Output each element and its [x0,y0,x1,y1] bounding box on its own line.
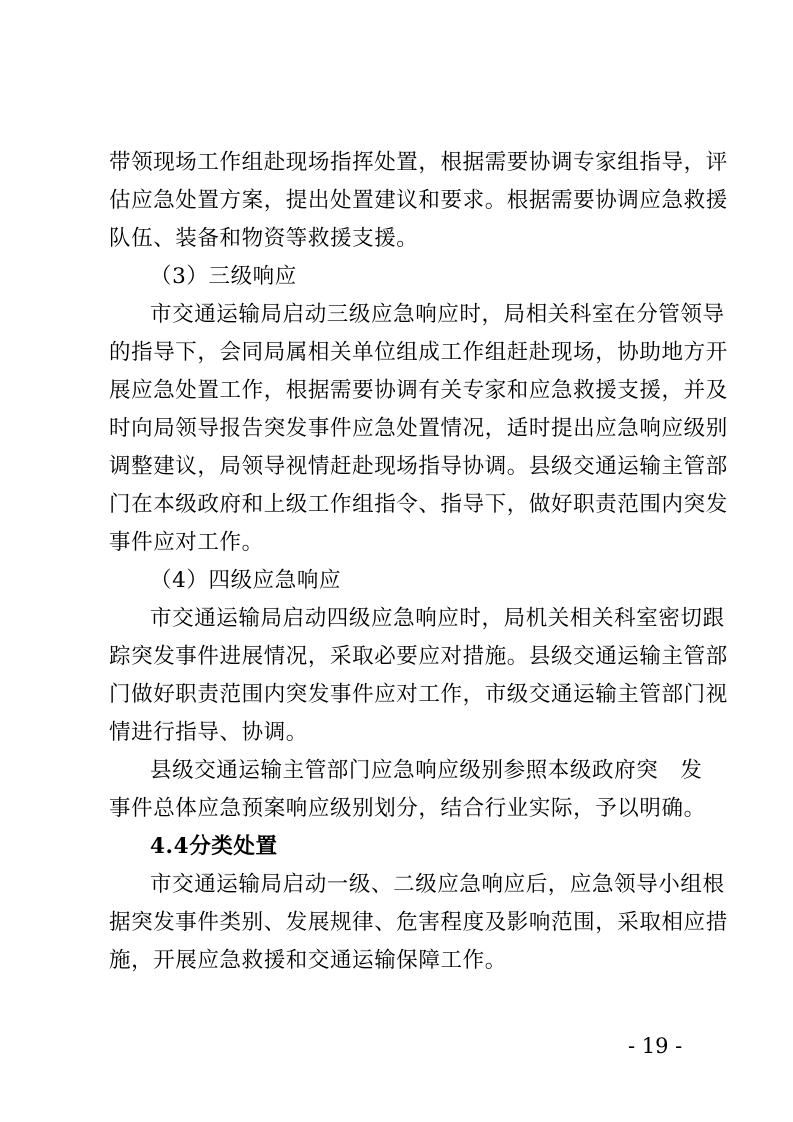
paragraph-line: 情进行指导、协调。 [109,720,308,745]
paragraph-line: 估应急处置方案，提出处置建议和要求。根据需要协调应急救援 [109,188,728,213]
paragraph-line: 县级交通运输主管部门应急响应级别参照本级政府突 发 [150,758,703,783]
section-heading-level-3: （3）三级响应 [150,264,297,289]
paragraph-line: 展应急处置工作，根据需要协调有关专家和应急救援支援，并及 [109,378,728,403]
paragraph-line: 带领现场工作组赴现场指挥处置，根据需要协调专家组指导，评 [109,150,728,175]
paragraph-line: 队伍、装备和物资等救援支援。 [109,226,419,251]
paragraph-line: 事件应对工作。 [109,530,264,555]
paragraph-line: 事件总体应急预案响应级别划分，结合行业实际，予以明确。 [109,796,706,821]
paragraph-line: 市交通运输局启动四级应急响应时，局机关相关科室密切跟 [150,606,725,631]
paragraph-line: 踪突发事件进展情况，采取必要应对措施。县级交通运输主管部 [109,644,728,669]
paragraph-line: 门做好职责范围内突发事件应对工作，市级交通运输主管部门视 [109,682,728,707]
paragraph-line: 的指导下，会同局属相关单位组成工作组赶赴现场，协助地方开 [109,340,728,365]
paragraph-line: 时向局领导报告突发事件应急处置情况，适时提出应急响应级别 [109,416,728,441]
paragraph-line: 市交通运输局启动三级应急响应时，局相关科室在分管领导 [150,302,725,327]
paragraph-line: 据突发事件类别、发展规律、危害程度及影响范围，采取相应措 [109,910,728,935]
paragraph-line: 施，开展应急救援和交通运输保障工作。 [109,948,507,973]
paragraph-line: 门在本级政府和上级工作组指令、指导下，做好职责范围内突发 [109,492,728,517]
section-heading-4-4: 4.4分类处置 [150,834,278,859]
section-heading-level-4: （4）四级应急响应 [150,568,342,593]
paragraph-line: 调整建议，局领导视情赶赴现场指导协调。县级交通运输主管部 [109,454,728,479]
page-number-text: - 19 - [628,1034,683,1058]
paragraph-line: 市交通运输局启动一级、二级应急响应后，应急领导小组根 [150,872,725,897]
